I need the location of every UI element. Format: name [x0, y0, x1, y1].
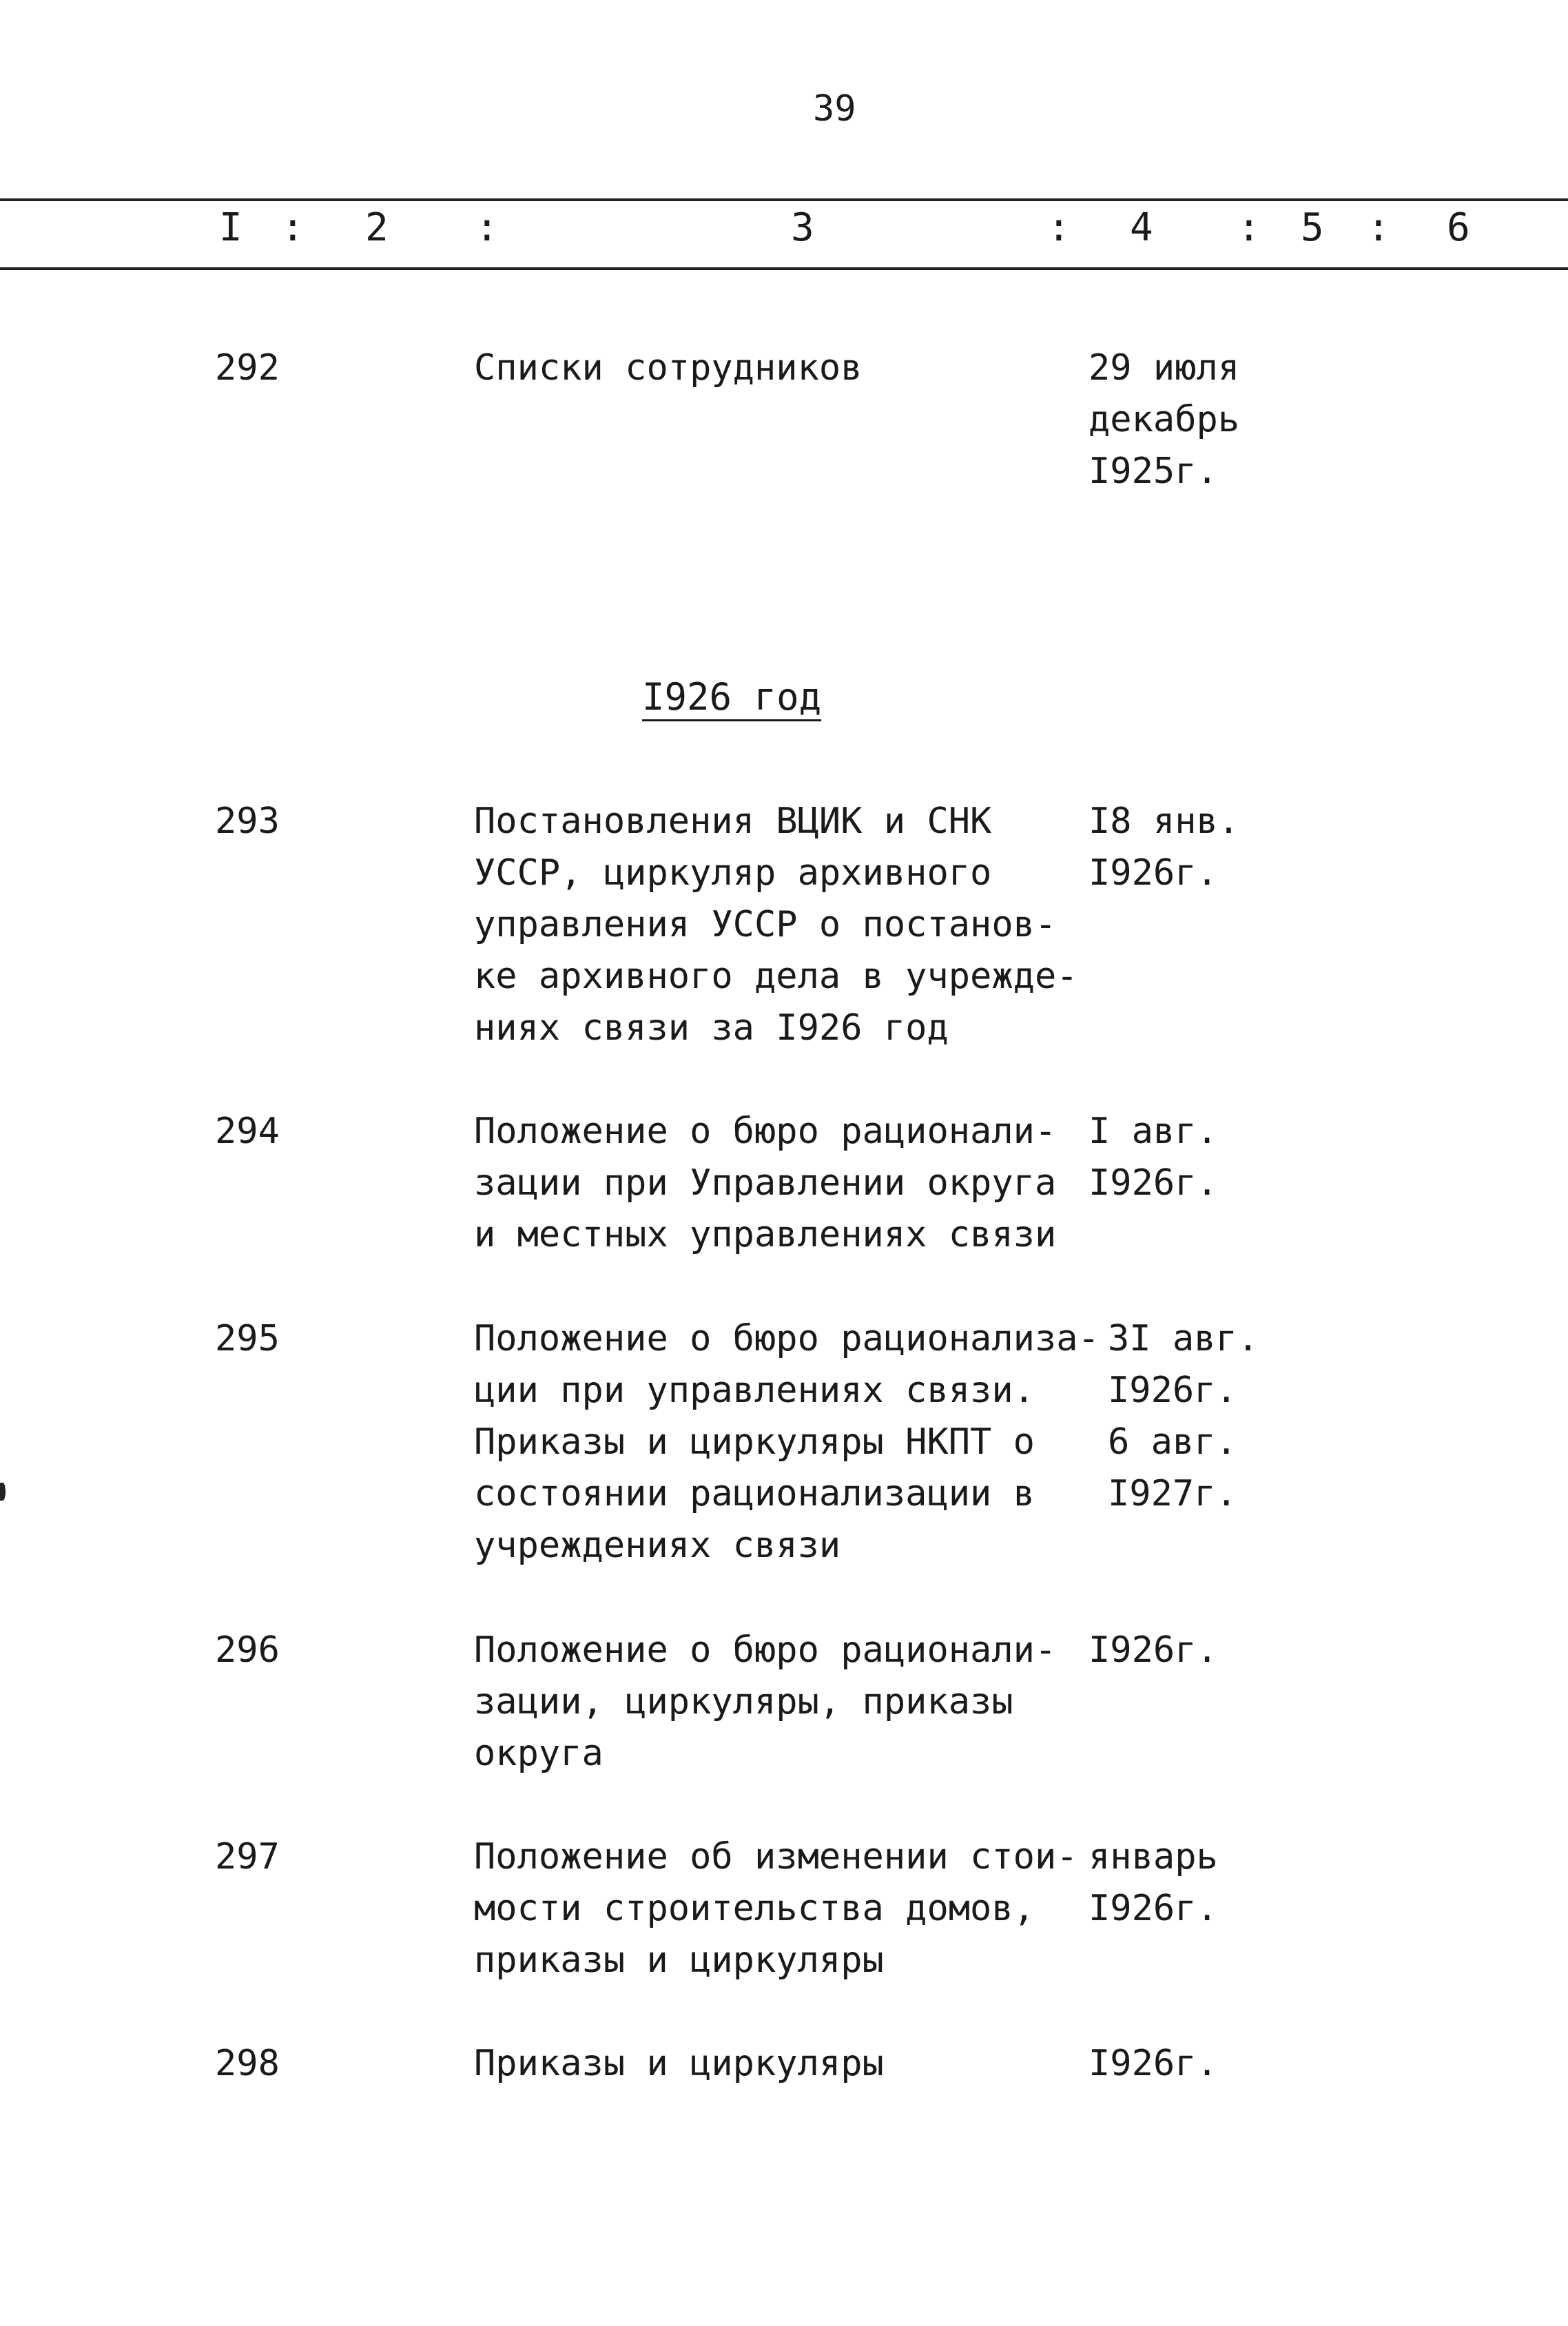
entry-title-line: управления УССР о постанов- — [474, 904, 1057, 945]
entry-date — [1089, 1625, 1218, 1676]
entry-date-line: I авг. — [1089, 1111, 1218, 1152]
entry-date-line: 29 июля — [1089, 347, 1240, 389]
entry-date-line: I926г. — [1108, 1370, 1237, 1411]
entry-date-line: I927г. — [1108, 1473, 1237, 1514]
entry-title-line: Положение об изменении стои- — [474, 1836, 1078, 1877]
entry-title — [474, 1831, 1078, 1986]
entry-title-line: ниях связи за I926 год — [474, 1007, 949, 1049]
entry-date-line: I926г. — [1089, 852, 1218, 894]
entry-date-line: I926г. — [1089, 1888, 1218, 1929]
column-header-1: I — [219, 205, 243, 250]
entry-date-line: январь — [1089, 1836, 1218, 1877]
entry-number: 298 — [215, 2043, 280, 2084]
column-separator: : — [1367, 205, 1390, 250]
column-separator: : — [1237, 205, 1261, 250]
entry-title-line: учреждениях связи — [474, 1525, 841, 1566]
column-separator: : — [1047, 205, 1071, 250]
column-header-6: 6 — [1447, 205, 1470, 250]
entry-title — [474, 1625, 1056, 1780]
entry-number: 293 — [215, 801, 280, 842]
column-header-3: 3 — [791, 205, 814, 250]
entry-title-line: Положение о бюро рационали- — [474, 1629, 1057, 1671]
entry-title — [474, 796, 1078, 1054]
entry-date-line: I926г. — [1089, 1629, 1218, 1671]
entry-title — [474, 1313, 1100, 1572]
entry-date-line: 3I авг. — [1108, 1318, 1259, 1359]
column-separator: : — [475, 205, 499, 250]
table-header-bottom-rule — [0, 267, 1568, 270]
entry-date-line: I926г. — [1089, 1162, 1218, 1204]
binding-hole-mark — [0, 1483, 6, 1501]
entry-title-line: Положение о бюро рационализа- — [474, 1318, 1100, 1359]
column-header-4: 4 — [1130, 205, 1153, 250]
entry-title-line: УССР, циркуляр архивного — [474, 852, 992, 894]
column-separator: : — [281, 205, 305, 250]
column-header-5: 5 — [1301, 205, 1324, 250]
page-number: 39 — [813, 88, 856, 130]
entry-title — [474, 2038, 884, 2090]
entry-date — [1089, 796, 1239, 899]
entry-title-line: ке архивного дела в учрежде- — [474, 956, 1078, 997]
entry-title-line: Положение о бюро рационали- — [474, 1111, 1057, 1152]
entry-date — [1089, 342, 1239, 497]
entry-title-line: Приказы и циркуляры НКПТ о — [474, 1421, 1035, 1463]
entry-title — [474, 1106, 1056, 1261]
entry-title-line: Приказы и циркуляры — [474, 2043, 884, 2084]
entry-date-line: I925г. — [1089, 451, 1218, 492]
entry-date-line: I8 янв. — [1089, 801, 1240, 842]
entry-title-line: округа — [474, 1733, 604, 1774]
entry-number: 295 — [215, 1318, 280, 1359]
entry-date-line: I926г. — [1089, 2043, 1218, 2084]
entry-date — [1089, 2038, 1218, 2090]
entry-number: 297 — [215, 1836, 280, 1877]
entry-number: 296 — [215, 1629, 280, 1671]
entry-date-line: 6 авг. — [1108, 1421, 1237, 1463]
entry-number: 294 — [215, 1111, 280, 1152]
entry-date — [1089, 1831, 1218, 1935]
entry-title-line: Списки сотрудников — [474, 347, 863, 389]
column-header-2: 2 — [365, 205, 389, 250]
entry-title-line: и местных управлениях связи — [474, 1214, 1057, 1255]
entry-title-line: состоянии рационализации в — [474, 1473, 1035, 1514]
entry-title-line: Постановления ВЦИК и СНК — [474, 801, 992, 842]
entry-title-line: зации, циркуляры, приказы — [474, 1681, 1013, 1722]
entry-title-line: приказы и циркуляры — [474, 1939, 884, 1981]
entry-date — [1108, 1313, 1259, 1520]
section-title: I926 год — [642, 675, 822, 719]
table-header-top-rule — [0, 198, 1568, 201]
entry-title-line: зации при Управлении округа — [474, 1162, 1057, 1204]
entry-title-line: ции при управлениях связи. — [474, 1370, 1035, 1411]
entry-number: 292 — [215, 347, 280, 389]
entry-title-line: мости строительства домов, — [474, 1888, 1035, 1929]
entry-date — [1089, 1106, 1218, 1209]
entry-title — [474, 342, 863, 394]
entry-date-line: декабрь — [1089, 399, 1240, 440]
